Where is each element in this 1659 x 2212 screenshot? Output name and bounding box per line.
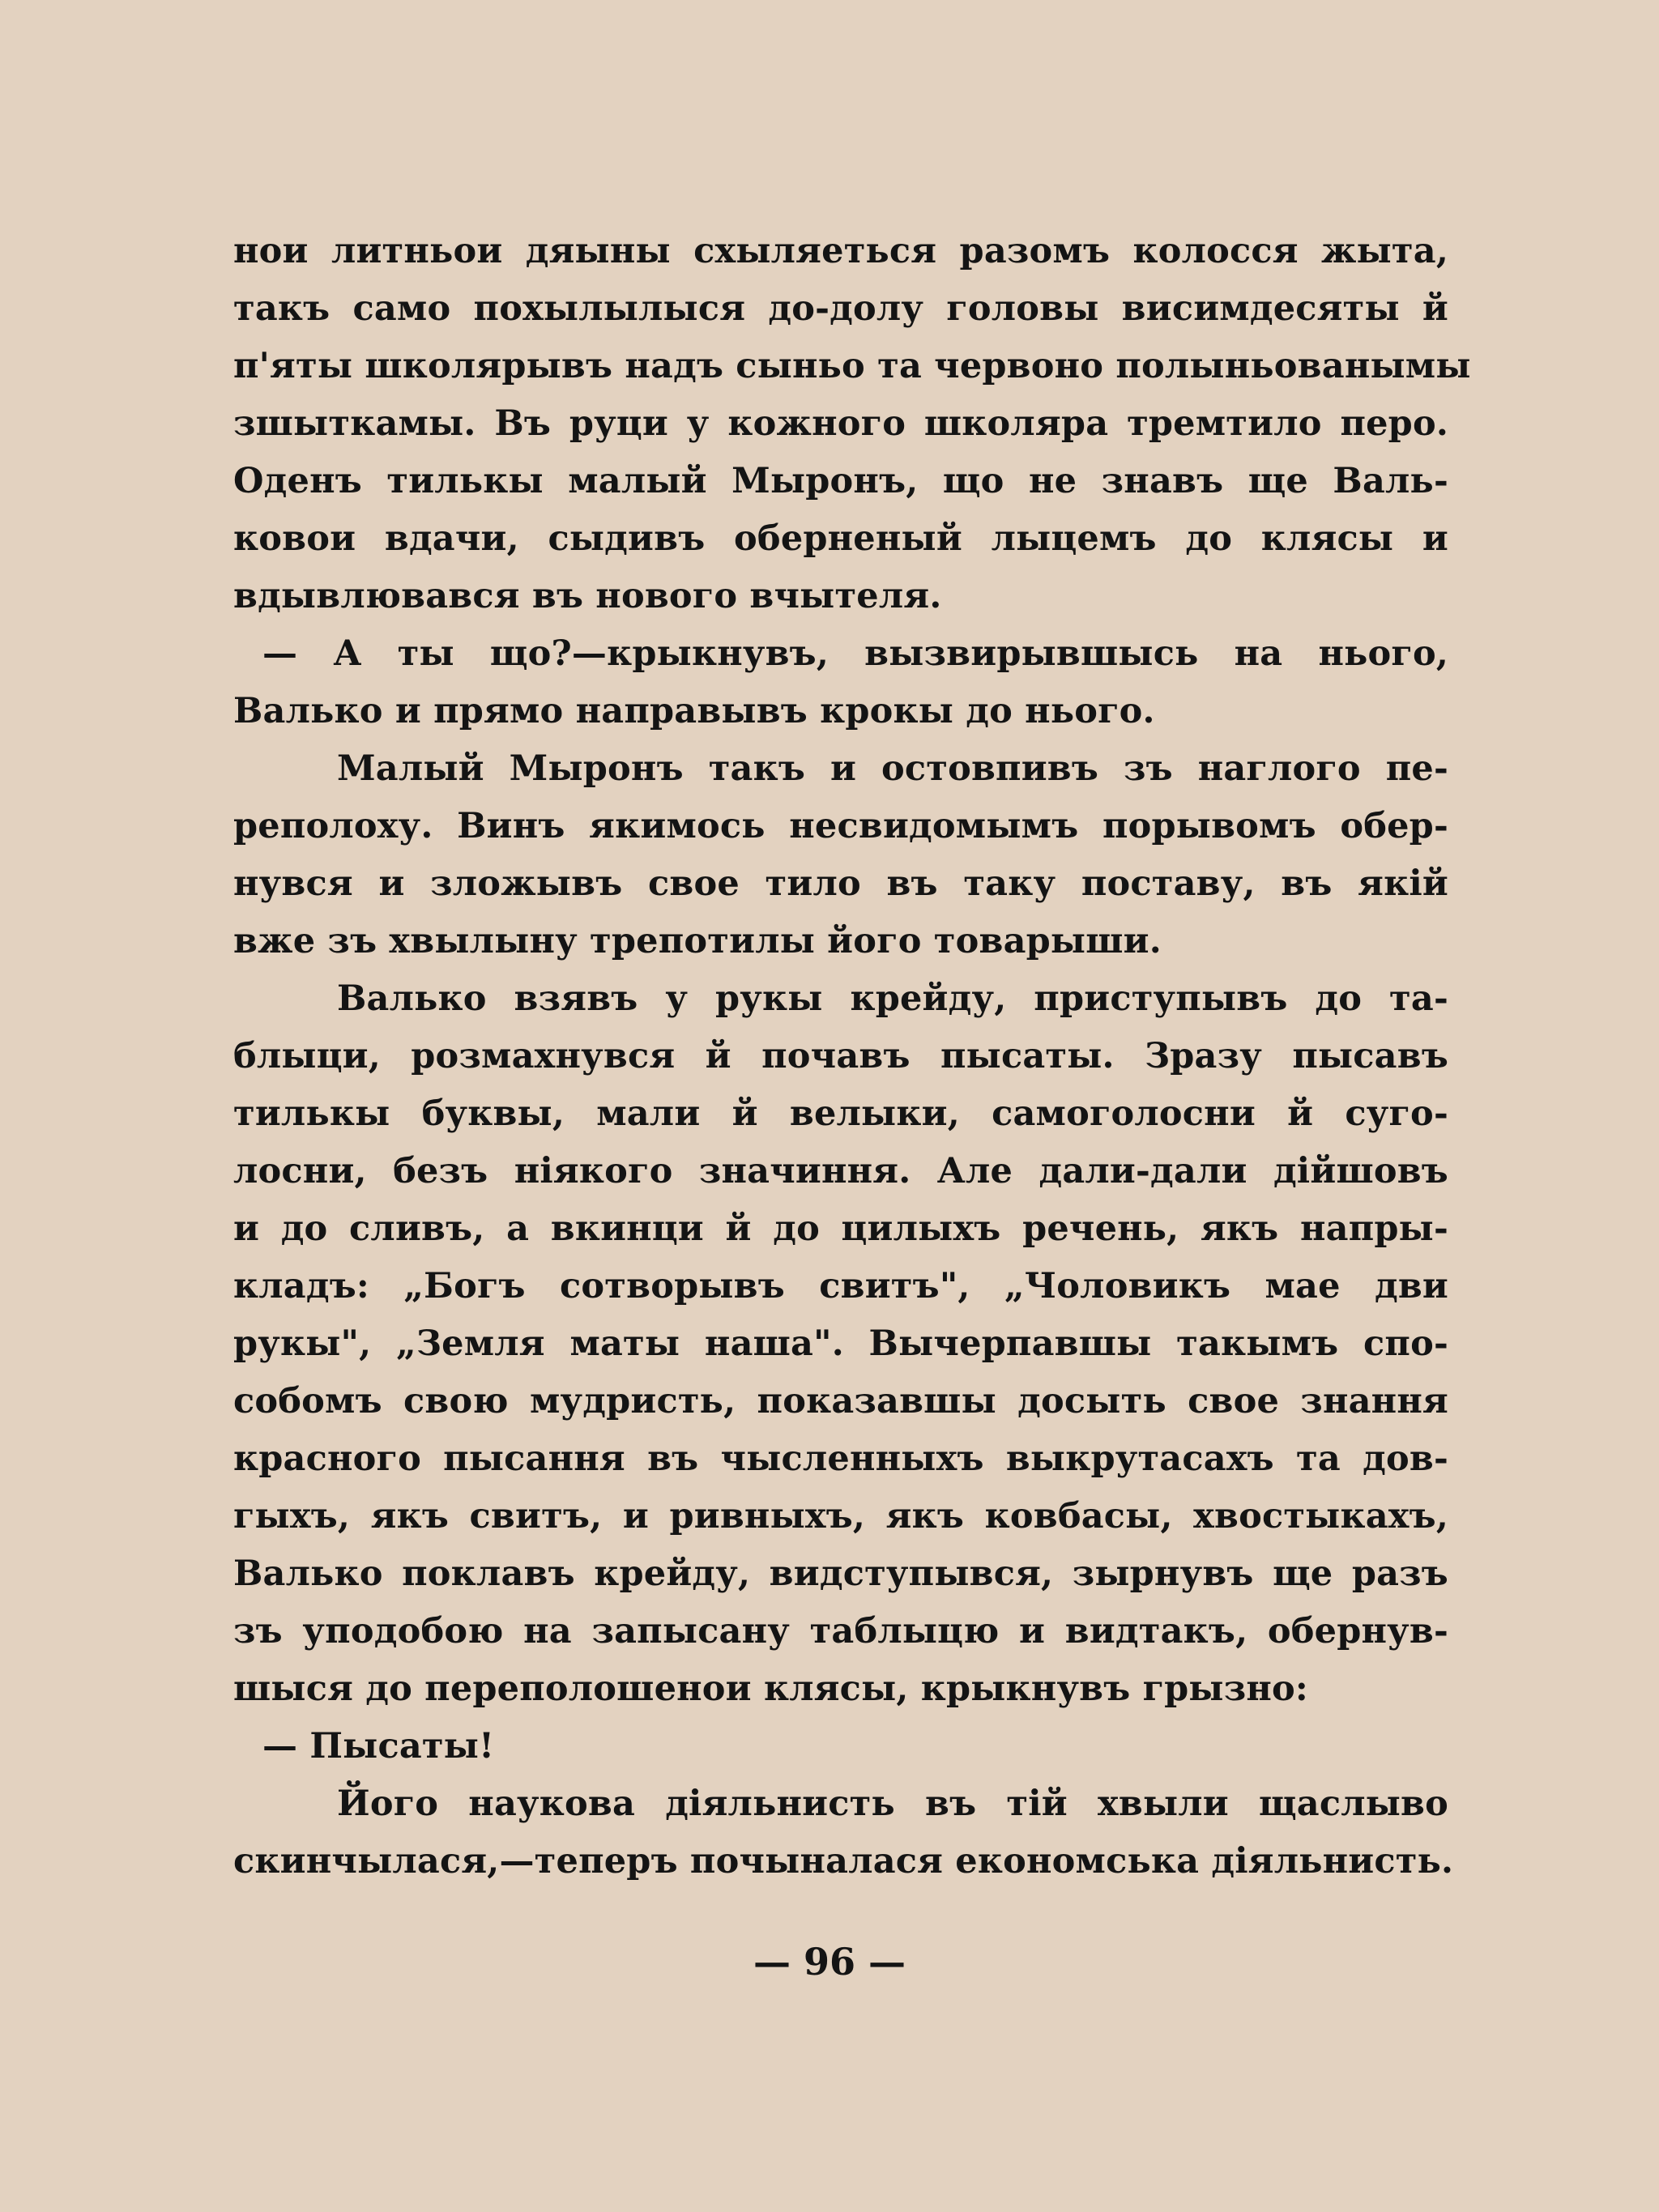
text-line: тилькы буквы, мали й велыки, самоголосни й суго- (233, 1093, 1448, 1134)
text-line: — Пысаты! (262, 1726, 495, 1767)
page-body (233, 223, 1471, 1890)
text-line: п'яты школярывъ надъ сыньо та червоно полыньованымы (233, 346, 1471, 386)
text-line: вже зъ хвылыну трепотилы його товарыши. (233, 921, 1162, 961)
text-line: Оденъ тилькы малый Мыронъ, що не знавъ ще Валь- (233, 461, 1448, 501)
text-line: реполоху. Винъ якимось несвидомымъ порывомъ обер- (233, 806, 1448, 846)
text-line: собомъ свою мудристь, показавшы досыть свое знання (233, 1381, 1448, 1421)
text-line: скинчылася,—теперъ почыналася економська діяльнисть. (233, 1841, 1454, 1882)
text-line: Валько поклавъ крейду, видступывся, зырнувъ ще разъ (233, 1554, 1448, 1594)
text-line: блыци, розмахнувся й почавъ пысаты. Зразу пысавъ (233, 1036, 1448, 1076)
text-line: рукы", „Земля маты наша". Вычерпавшы такымъ спо- (233, 1323, 1448, 1364)
text-line: Валько взявъ у рукы крейду, приступывъ до та- (337, 978, 1448, 1019)
text-line: нои литньои дяыны схыляеться разомъ колосся жыта, (233, 231, 1448, 271)
page-number: — 96 — (753, 1940, 906, 1984)
text-line: лосни, безъ ніякого значиння. Але дали-дали дійшовъ (233, 1151, 1448, 1191)
text-line: Малый Мыронъ такъ и остовпивъ зъ наглого пе- (337, 748, 1448, 789)
text-line: зшыткамы. Въ руци у кожного школяра тремтило перо. (233, 403, 1448, 444)
text-line: кладъ: „Богъ сотворывъ свитъ", „Чоловикъ мае дви (233, 1266, 1448, 1306)
text-line: — А ты що?—крыкнувъ, вызвирывшысь на нього, (262, 633, 1448, 674)
text-line: и до сливъ, а вкинци й до цилыхъ речень, якъ напры- (233, 1208, 1448, 1249)
text-line: зъ уподобою на запысану таблыцю и видтакъ, обернув- (233, 1611, 1448, 1652)
text-line: вдывлювався въ нового вчытеля. (233, 576, 942, 616)
text-line: шыся до переполошенои клясы, крыкнувъ грызно: (233, 1669, 1309, 1709)
text-line: гыхъ, якъ свитъ, и ривныхъ, якъ ковбасы, хвостыкахъ, (233, 1496, 1448, 1536)
text-line: Валько и прямо направывъ крокы до нього. (233, 691, 1155, 731)
text-line: красного пысання въ чысленныхъ выкрутасахъ та дов- (233, 1438, 1448, 1479)
text-line: Його наукова діяльнисть въ тій хвыли щаслыво (337, 1784, 1448, 1824)
text-line: такъ само похылылыся до-долу головы висимдесяты й (233, 288, 1448, 329)
text-line: нувся и зложывъ свое тило въ таку поставу, въ якій (233, 863, 1448, 904)
text-line: ковои вдачи, сыдивъ оберненый лыцемъ до клясы и (233, 518, 1448, 559)
